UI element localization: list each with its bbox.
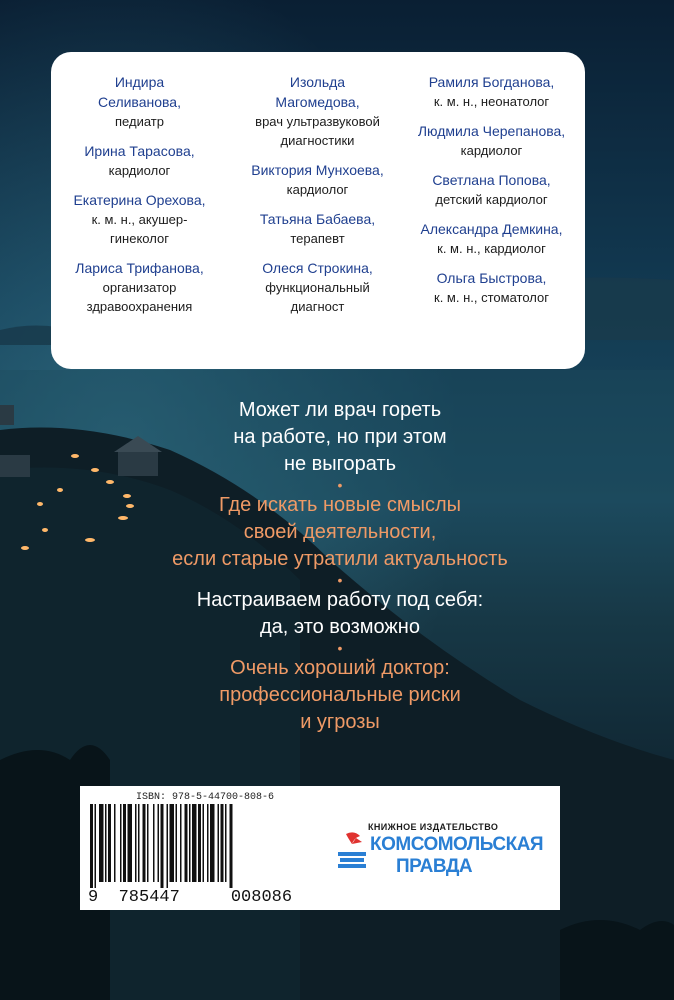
contributors-column-1 — [57, 72, 222, 326]
barcode-image — [88, 804, 280, 888]
barcode-bar — [147, 804, 149, 882]
slogan-line: на работе, но при этом — [233, 426, 447, 448]
contributor-name: Александра Демкина, — [420, 221, 563, 237]
contributor-role: терапевт — [290, 231, 345, 246]
publisher-name-line2: ПРАВДА — [396, 856, 473, 877]
contributors-panel — [51, 52, 585, 369]
contributor — [57, 258, 222, 316]
contributor — [409, 170, 574, 209]
slogan-line: Где искать новые смыслы — [218, 494, 462, 516]
barcode-bar — [221, 804, 224, 882]
barcode-bar — [95, 804, 97, 888]
barcode-group-1: 785447 — [118, 888, 180, 907]
contributor-role: к. м. н., кардиолог — [437, 241, 546, 256]
barcode-bar — [153, 804, 155, 882]
barcode-bar — [158, 804, 160, 882]
cover-slogans — [120, 397, 560, 736]
contributor-role: педиатр — [115, 114, 164, 129]
contributor-role: функциональный диагност — [265, 280, 370, 314]
contributor — [409, 121, 574, 160]
slogan-line: Очень хороший доктор: — [230, 657, 450, 679]
contributor — [235, 160, 400, 199]
barcode-bar — [161, 804, 164, 888]
slogan-setup — [120, 587, 560, 641]
contributor-role: детский кардиолог — [435, 192, 548, 207]
barcode-bar — [176, 804, 178, 882]
barcode-bar — [90, 804, 93, 888]
barcode-bar — [167, 804, 169, 888]
contributor — [409, 72, 574, 111]
contributor-role: организатор здравоохранения — [86, 280, 193, 314]
slogan-burnout — [120, 397, 560, 478]
barcode-bar — [218, 804, 220, 882]
contributor-role: к. м. н., стоматолог — [434, 290, 549, 305]
barcode-bar — [230, 804, 233, 888]
slogan-meaning — [120, 492, 560, 573]
contributor — [57, 141, 222, 180]
barcode-bar — [210, 804, 215, 882]
slogan-line: и угрозы — [300, 711, 380, 733]
slogan-line: профессиональные риски — [219, 684, 461, 706]
contributor-role: к. м. н., акушер-гинеколог — [91, 212, 188, 246]
contributor-name: Людмила Черепанова, — [417, 123, 566, 139]
slogan-line: Может ли врач гореть — [238, 399, 442, 421]
contributor-role: врач ультразвуковой диагностики — [255, 114, 380, 148]
contributor-role: к. м. н., неонатолог — [433, 94, 550, 109]
contributor-name: Индира Селиванова, — [98, 74, 181, 110]
contributor-role: кардиолог — [108, 163, 171, 178]
contributor-name: Татьяна Бабаева, — [259, 211, 376, 227]
contributors-column-3 — [409, 72, 574, 317]
contributor-name: Екатерина Орехова, — [73, 192, 206, 208]
contributor-role: кардиолог — [460, 143, 523, 158]
barcode-bar — [207, 804, 209, 882]
barcode-bar — [203, 804, 205, 882]
bullet-separator: • — [337, 477, 343, 493]
barcode-bar — [170, 804, 175, 882]
contributor-role: кардиолог — [286, 182, 349, 197]
barcode-bar — [189, 804, 191, 882]
barcode-digits — [88, 888, 293, 907]
barcode-bar — [105, 804, 107, 882]
publisher-logo — [336, 820, 546, 882]
contributor-name: Олеся Строкина, — [262, 260, 373, 276]
barcode-lead-digit: 9 — [88, 888, 99, 907]
barcode-bar — [198, 804, 201, 882]
barcode-bar — [192, 804, 197, 882]
contributors-column-2 — [235, 72, 400, 326]
slogan-line: не выгорать — [283, 453, 397, 475]
contributor — [57, 72, 222, 131]
slogan-line: своей деятельности, — [243, 521, 437, 543]
isbn-label: ISBN: 978-5-44700-808-6 — [136, 792, 275, 803]
bullet-separator: • — [337, 572, 343, 588]
publisher-tagline: КНИЖНОЕ ИЗДАТЕЛЬСТВО — [368, 822, 499, 832]
barcode-group-2: 008086 — [230, 888, 293, 907]
barcode-bar — [138, 804, 140, 882]
barcode-bar — [120, 804, 122, 882]
contributor — [409, 219, 574, 258]
slogan-line: Настраиваем работу под себя: — [196, 589, 484, 611]
contributor — [57, 190, 222, 248]
contributor — [235, 209, 400, 248]
slogan-line: да, это возможно — [260, 616, 420, 638]
contributor-name: Лариса Трифанова, — [75, 260, 204, 276]
contributor-name: Рамиля Богданова, — [428, 74, 555, 90]
contributor — [235, 258, 400, 316]
barcode-bar — [123, 804, 126, 882]
barcode-bar — [128, 804, 133, 882]
contributor-name: Изольда Магомедова, — [275, 74, 360, 110]
barcode-bar — [114, 804, 116, 882]
barcode-bar — [225, 804, 227, 882]
barcode-bar — [135, 804, 137, 882]
contributor-name: Виктория Мунхоева, — [251, 162, 384, 178]
book-bird-icon — [336, 828, 370, 874]
barcode-bar — [99, 804, 104, 882]
publisher-name-line1: КОМСОМОЛЬСКАЯ — [370, 834, 544, 855]
contributor — [235, 72, 400, 150]
barcode-bar — [108, 804, 111, 882]
contributor-name: Ольга Быстрова, — [436, 270, 547, 286]
barcode-box — [80, 786, 560, 910]
slogan-risks — [120, 655, 560, 736]
barcode-bar — [180, 804, 182, 882]
barcode-bar — [143, 804, 146, 882]
contributor-name: Светлана Попова, — [432, 172, 551, 188]
barcode-bar — [185, 804, 188, 882]
slogan-line: если старые утратили актуальность — [172, 548, 508, 570]
contributor-name: Ирина Тарасова, — [84, 143, 195, 159]
bullet-separator: • — [337, 640, 343, 656]
contributor — [409, 268, 574, 307]
